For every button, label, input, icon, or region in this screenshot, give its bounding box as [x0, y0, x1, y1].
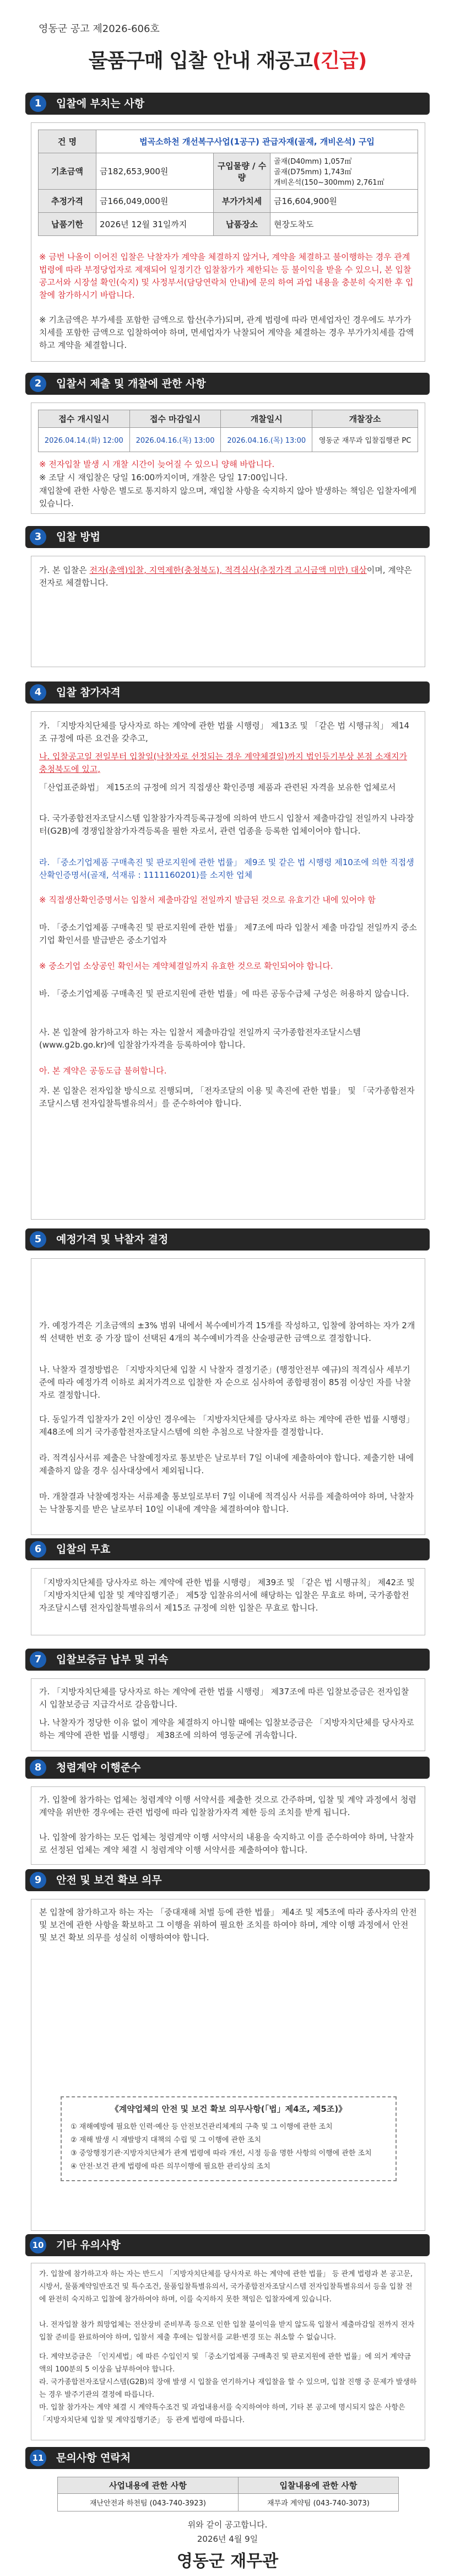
section-8-header [25, 1757, 430, 1779]
section-title: 안전 및 보건 확보 의무 [56, 1874, 162, 1886]
col-opening: 개찰일시 [221, 410, 312, 428]
section-4-box [31, 711, 425, 1220]
col-business: 사업내용에 관한 사항 [58, 2477, 239, 2494]
s5-item-3: 다. 동일가격 입찰자가 2인 이상인 경우에는 「지방자치단체를 당사자로 하는 계약에 관한 법률 시행령」 제48조에 의거 국가종합전자조달시스템에 의한 추첨으로 낙찰자를 결정합니다. [39, 1414, 415, 1437]
bid-info-table [38, 130, 418, 236]
section-title: 입찰 참가자격 [56, 686, 121, 699]
label-base-amount: 기초금액 [39, 153, 96, 190]
s3-text-b: 전자(총액)입찰, 지역제한(충청북도), 적격심사(추정가격 고시금액 미만) 대상 [89, 565, 367, 575]
cell-place: 영동군 재무과 입찰집행관 PC [312, 428, 418, 452]
cell-close: 2026.04.16.(목) 13:00 [129, 428, 221, 452]
contact-bidding: 재무과 계약팀 (043-740-3073) [238, 2494, 398, 2511]
safety-box-item-3: ③ 중앙행정기관·지방자치단체가 관계 법령에 따라 개선, 시정 등을 명한 사항의 이행에 관한 조치 [71, 2149, 372, 2158]
s5-item-2: 나. 낙찰자 결정방법은 「지방자치단체 입찰 시 낙찰자 결정기준」(행정안전부 예규)의 적격심사 세부기준에 따라 예정가격 이하로 최저가격으로 입찰한 자 순으로 심사하여 종합평점이 85점 이상인 자를 낙찰자로 결정합니다. [39, 1365, 411, 1400]
s4-item-11: 아. 본 계약은 공동도급 불허합니다. [39, 1066, 167, 1076]
s9-text: 본 입찰에 참가하고자 하는 자는 「중대재해 처벌 등에 관한 법률」 제4조 및 제5조에 따라 종사자의 안전 및 보건에 관한 사항을 확보하고 그 이행을 위하여 필요한 조치를 하여야 하며, 계약 이행 과정에서 안전 및 보건 확보 의무를 성실히 이행하여야 합니다. [39, 1907, 417, 1942]
s8-item-1: 가. 입찰에 참가하는 업체는 청렴계약 이행 서약서를 제출한 것으로 간주하며, 입찰 및 계약 과정에서 청렴계약을 위반한 경우에는 관련 법령에 따라 입찰참가자격 제한 등의 조치를 받게 됩니다. [39, 1795, 416, 1817]
s4-item-8: ※ 중소기업 소상공인 확인서는 계약체결일까지 유효한 것으로 확인되어야 합니다. [39, 961, 333, 971]
section-9-header [25, 1869, 430, 1891]
section-10-header [25, 2234, 430, 2256]
label-deadline: 납품기한 [39, 213, 96, 236]
section-3-header [25, 526, 430, 548]
s10-item-4: 라. 국가종합전자조달시스템(G2B)의 장애 발생 시 입찰을 연기하거나 재입찰을 할 수 있으며, 입찰 진행 중 문제가 발생하는 경우 발주기관의 결정에 따릅니다. [39, 2378, 417, 2399]
s4-item-10: 사. 본 입찰에 참가하고자 하는 자는 입찰서 제출마감일 전일까지 국가종합전자조달시스템(www.g2b.go.kr)에 입찰참가자격을 등록하여야 합니다. [39, 1027, 361, 1050]
quantity-line-1: 골재(D40mm) 1,057㎥ [274, 158, 352, 166]
label-name: 건 명 [39, 130, 96, 153]
section-number: 8 [30, 1759, 46, 1776]
safety-duty-box [61, 2096, 397, 2181]
s4-item-6: ※ 직접생산확인증명서는 입찰서 제출마감일 전일까지 발급된 것으로 유효기간 내에 있어야 함 [39, 895, 376, 905]
contact-table [57, 2477, 399, 2511]
s7-item-1: 가. 「지방자치단체를 당사자로 하는 계약에 관한 법률 시행령」 제37조에 따른 입찰보증금은 전자입찰 시 입찰보증금 지급각서로 갈음합니다. [39, 1687, 409, 1709]
s10-item-3: 다. 계약보증금은 「인지세법」에 따른 수입인지 및 「중소기업제품 구매촉진 및 판로지원에 관한 법률」에 의거 계약금액의 100분의 5 이상을 납부하여야 합니다. [39, 2353, 411, 2374]
footer-date: 2026년 4월 9일 [197, 2534, 258, 2544]
section-6-header [25, 1538, 430, 1560]
label-vat: 부가가치세 [214, 190, 270, 213]
section-4-header [25, 681, 430, 704]
section-title: 입찰보증금 납부 및 귀속 [56, 1654, 169, 1666]
s5-item-4: 라. 적격심사서류 제출은 낙찰예정자로 통보받은 날로부터 7일 이내에 제출하여야 합니다. 제출기한 내에 제출하지 않을 경우 심사대상에서 제외됩니다. [39, 1453, 414, 1475]
section-11-header [25, 2447, 430, 2469]
s8-item-2: 나. 입찰에 참가하는 모든 업체는 청렴계약 이행 서약서의 내용을 숙지하고 이를 준수하여야 하며, 낙찰자로 선정된 업체는 계약 체결 시 청렴계약 이행 서약서를 제출하여야 합니다. [39, 1832, 414, 1855]
section-10-box [31, 2263, 425, 2440]
s1-note-1: ※ 금번 나올이 이어진 입찰은 낙찰자가 계약을 체결하지 않거나, 계약을 체결하고 불이행하는 경우 관계 법령에 따라 부정당업자로 제재되어 일정기간 입찰참가가 제한되는 등 불이익을 받을 수 있으니, 본 입찰 공고서와 시장설 확인(숙지) 및 사정부서(담당연락처 안내)에 문의 하여 과업 내용을 충분히 숙지한 후 입찰에 참가하시기 바랍니다. [39, 252, 414, 300]
s4-item-9: 바. 「중소기업제품 구매촉진 및 판로지원에 관한 법률」에 따른 공동수급체 구성은 허용하지 않습니다. [39, 989, 409, 999]
s10-item-1: 가. 입찰에 참가하고자 하는 자는 반드시 「지방자치단체를 당사자로 하는 계약에 관한 법률」 등 관계 법령과 본 공고문, 시방서, 물품계약일반조건 및 특수조건, 물품입찰특별유의서, 국가종합전자조달시스템 전자입찰특별유의서 등을 입찰 전에 완전히 숙지하고 입찰에 참가하여야 하며, 이를 숙지하지 못한 책임은 입찰자에게 있습니다. [39, 2270, 413, 2304]
s3-text [39, 564, 417, 589]
s10-item-2: 나. 전자입찰 참가 희망업체는 전산장비 준비부족 등으로 인한 입찰 불이익을 받지 않도록 입찰서 제출마감일 전까지 전자입찰 준비를 완료하여야 하며, 입찰서 제출 후에는 입찰서를 교환·변경 또는 취소할 수 없습니다. [39, 2321, 415, 2342]
section-3-box [31, 556, 425, 667]
col-place: 개찰장소 [312, 410, 418, 428]
s2-note-1: ※ 전자입찰 발생 시 개찰 시간이 늦어질 수 있으니 양해 바랍니다. [39, 459, 275, 469]
section-number: 5 [30, 1231, 46, 1248]
section-title: 청렴계약 이행준수 [56, 1762, 141, 1774]
section-number: 10 [30, 2237, 46, 2253]
s4-item-1: 가. 「지방자치단체를 당사자로 하는 계약에 관한 법률 시행령」 제13조 및 「같은 법 시행규칙」 제14조 규정에 따른 요건을 갖추고, [39, 721, 410, 743]
s4-item-12: 자. 본 입찰은 전자입찰 방식으로 진행되며, 「전자조달의 이용 및 촉진에 관한 법률」 및 「국가종합전자조달시스템 전자입찰특별유의서」를 준수하여야 합니다. [39, 1086, 415, 1108]
section-7-header [25, 1649, 430, 1671]
s4-item-3: 「산업표준화법」 제15조의 규정에 의거 직접생산 확인증명 제품과 관련된 자격을 보유한 업체로서 [39, 782, 396, 792]
section-number: 9 [30, 1872, 46, 1888]
safety-box-title: 《계약업체의 안전 및 보건 확보 의무사항(「법」제4조, 제5조)》 [110, 2104, 347, 2114]
section-7-box [31, 1678, 425, 1751]
section-2-box [31, 402, 425, 514]
title-urgent: (긴급) [312, 50, 367, 72]
section-title: 입찰 방법 [56, 531, 101, 543]
s7-item-2: 나. 낙찰자가 정당한 이유 없이 계약을 체결하지 아니할 때에는 입찰보증금은 「지방자치단체를 당사자로 하는 계약에 관한 법률 시행령」 제38조에 의하여 영동군에 귀속합니다. [39, 1718, 414, 1740]
section-8-box [31, 1786, 425, 1865]
contact-business: 재난안전과 하천팀 (043-740-3923) [58, 2494, 239, 2511]
section-number: 1 [30, 95, 46, 112]
s3-text-a: 가. 본 입찰은 [39, 565, 90, 575]
label-delivery-place: 납품장소 [214, 213, 270, 236]
s5-item-5: 마. 개찰결과 낙찰예정자는 서류제출 통보일로부터 7일 이내에 적격심사 서류를 제출하여야 하며, 낙찰자는 낙찰통지를 받은 날로부터 10일 이내에 계약을 체결하여야 합니다. [39, 1491, 414, 1514]
section-title: 입찰에 부치는 사항 [56, 98, 145, 110]
title-text: 물품구매 입찰 안내 재공고 [88, 50, 312, 72]
quantity-line-3: 개비온석(150~300mm) 2,761㎥ [274, 179, 384, 187]
s6-text: 「지방자치단체를 당사자로 하는 계약에 관한 법률 시행령」 제39조 및 「같은 법 시행규칙」 제42조 및 「지방자치단체 입찰 및 계약집행기준」 제5장 입찰유의서에 해당하는 입찰은 무효로 하며, 국가종합전자조달시스템 전자입찰특별유의서 제15조 규정에 의한 입찰은 무효로 합니다. [39, 1577, 415, 1613]
safety-box-item-2: ② 재해 발생 시 재발방지 대책의 수립 및 그 이행에 관한 조치 [71, 2136, 261, 2144]
col-open: 접수 개시일시 [39, 410, 130, 428]
value-deadline: 2026년 12월 31일까지 [96, 213, 214, 236]
notice-number: 영동군 공고 제2026-606호 [39, 23, 160, 35]
s4-item-7: 마. 「중소기업제품 구매촉진 및 판로지원에 관한 법률」 제7조에 따라 입찰서 제출 마감일 전일까지 중소기업 확인서를 발급받은 중소기업자 [39, 922, 417, 945]
value-vat: 금16,604,900원 [270, 190, 418, 213]
value-quantity [270, 153, 418, 190]
label-estimated-price: 추정가격 [39, 190, 96, 213]
label-quantity: 구입물량 / 수량 [214, 153, 270, 190]
s4-item-5: 라. 「중소기업제품 구매촉진 및 판로지원에 관한 법률」 제9조 및 같은 법 시행령 제10조에 의한 직접생산확인증명서(골재, 석재류 : 1111160201)를 소지한 업체 [39, 857, 414, 880]
safety-box-item-1: ① 재해예방에 필요한 인력·예산 등 안전보건관리체계의 구축 및 그 이행에 관한 조치 [71, 2123, 333, 2131]
quantity-line-2: 골재(D75mm) 1,743㎥ [274, 168, 352, 176]
schedule-table [38, 410, 418, 452]
cell-opening: 2026.04.16.(목) 13:00 [221, 428, 312, 452]
section-number: 3 [30, 529, 46, 545]
section-1-box [31, 122, 425, 362]
page-title [0, 45, 455, 73]
col-close: 접수 마감일시 [129, 410, 221, 428]
section-title: 기타 유의사항 [56, 2239, 121, 2251]
safety-box-item-4: ④ 안전·보건 관계 법령에 따른 의무이행에 필요한 관리상의 조치 [71, 2162, 270, 2171]
section-6-box [31, 1568, 425, 1635]
section-number: 7 [30, 1651, 46, 1668]
s2-note-3: 재입찰에 관한 사항은 별도로 통지하지 않으며, 재입찰 사항을 숙지하지 않아 발생하는 책임은 입찰자에게 있습니다. [39, 486, 417, 508]
section-number: 2 [30, 375, 46, 392]
value-name: 법곡소하천 개선복구사업(1공구) 관급자재(골재, 개비온석) 구입 [96, 130, 418, 153]
footer-org: 영동군 재무관 [176, 2552, 279, 2571]
value-delivery-place: 현장도착도 [270, 213, 418, 236]
section-title: 입찰의 무효 [56, 1543, 111, 1555]
s1-note-2: ※ 기초금액은 부가세를 포함한 금액으로 합산(추가)되며, 관계 법령에 따라 면세업자인 경우에도 부가가치세를 포함한 금액으로 입찰하여야 하며, 면세업자가 낙찰되어 계약을 체결하는 경우 부가가치세를 감액하고 계약을 체결합니다. [39, 315, 414, 350]
section-1-header [25, 93, 430, 115]
section-2-header [25, 373, 430, 395]
section-number: 11 [30, 2450, 46, 2466]
section-number: 4 [30, 684, 46, 701]
value-base-amount: 금182,653,900원 [96, 153, 214, 190]
s4-item-2: 나. 입찰공고일 전일부터 입찰일(낙찰자로 선정되는 경우 계약체결일)까지 법인등기부상 본점 소재지가 충청북도에 있고, [39, 752, 407, 774]
footer-line: 위와 같이 공고합니다. [187, 2520, 268, 2530]
s3-text-c: 이며, 계약은 전자로 체결합니다. [39, 565, 412, 588]
value-estimated-price: 금166,049,000원 [96, 190, 214, 213]
section-title: 예정가격 및 낙찰자 결정 [56, 1233, 169, 1246]
cell-open: 2026.04.14.(화) 12:00 [39, 428, 130, 452]
s5-item-1: 가. 예정가격은 기초금액의 ±3% 범위 내에서 복수예비가격 15개를 작성하고, 입찰에 참여하는 자가 2개씩 선택한 번호 중 가장 많이 선택된 4개의 복수예비가격을 산술평균한 금액으로 결정합니다. [39, 1321, 415, 1343]
section-title: 입찰서 제출 및 개찰에 관한 사항 [56, 378, 206, 390]
s2-note-2: ※ 조달 시 재입찰은 당일 16:00까지이며, 개찰은 당일 17:00입니다. [39, 473, 288, 482]
col-bidding: 입찰내용에 관한 사항 [238, 2477, 398, 2494]
section-5-header [25, 1228, 430, 1251]
section-number: 6 [30, 1541, 46, 1558]
s4-item-4: 다. 국가종합전자조달시스템 입찰참가자격등록규정에 의하여 반드시 입찰서 제출마감일 전일까지 나라장터(G2B)에 경쟁입찰참가자격등록을 필한 자로서, 관련 업종을 등록한 업체이어야 합니다. [39, 813, 414, 836]
s10-item-5: 마. 입찰 참가자는 계약 체결 시 계약특수조건 및 과업내용서를 숙지하여야 하며, 기타 본 공고에 명시되지 않은 사항은 「지방자치단체 입찰 및 계약집행기준」 등 관계 법령에 따릅니다. [39, 2403, 405, 2424]
section-title: 문의사항 연락처 [56, 2452, 131, 2464]
section-5-box [31, 1258, 425, 1535]
